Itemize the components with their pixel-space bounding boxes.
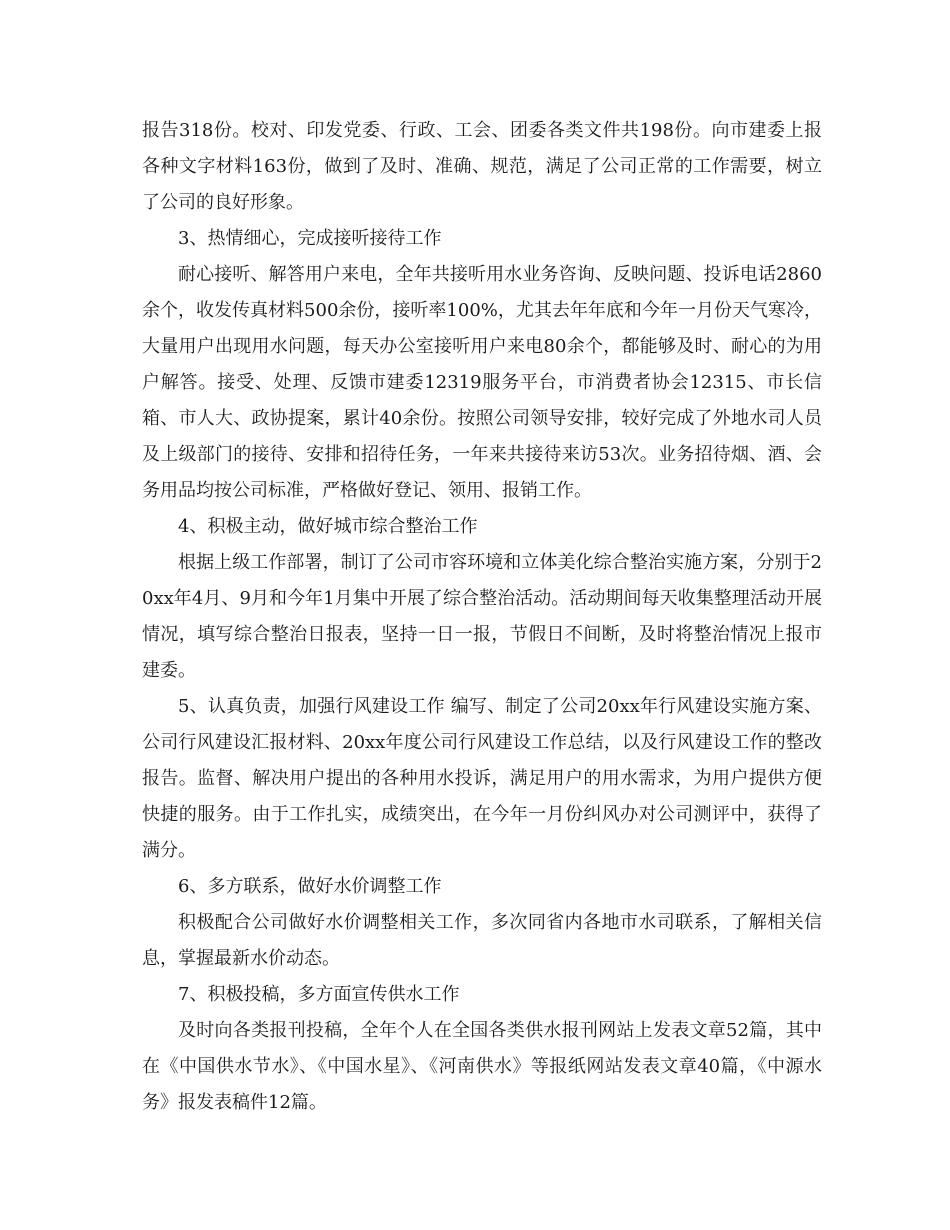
document-body <box>142 113 822 1121</box>
paragraph-water-price: 积极配合公司做好水价调整相关工作，多次同省内各地市水司联系，了解相关信息，掌握最新水价动态。 <box>142 912 822 969</box>
heading-city-rectification: 4、积极主动，做好城市综合整治工作 <box>178 516 478 537</box>
heading-water-price: 6、多方联系，做好水价调整工作 <box>178 876 442 897</box>
paragraph-reception-work: 耐心接听、解答用户来电，全年共接听用水业务咨询、反映问题、投诉电话2860余个，收发传真材料500余份，接听率100%，尤其去年年底和今年一月份天气寒冷，大量用户出现用水问题，每天办公室接听用户来电80余个，都能够及时、耐心的为用户解答。接受、处理、反馈市建委12319服务平台，市消费者协会12315、市长信箱、市人大、政协提案，累计40余份。按照公司领导安排，较好完成了外地水司人员及上级部门的接待、安排和招待任务，一年来共接待来访53次。业务招待烟、酒、会务用品均按公司标准，严格做好登记、领用、报销工作。 <box>142 264 822 501</box>
heading-reception-work: 3、热情细心，完成接听接待工作 <box>178 228 442 249</box>
paragraph-report-counts: 报告318份。校对、印发党委、行政、工会、团委各类文件共198份。向市建委上报各种文字材料163份，做到了及时、准确、规范，满足了公司正常的工作需要，树立了公司的良好形象。 <box>142 120 822 213</box>
heading-publicity: 7、积极投稿，多方面宣传供水工作 <box>178 984 460 1005</box>
paragraph-publicity: 及时向各类报刊投稿，全年个人在全国各类供水报刊网站上发表文章52篇，其中在《中国供水节水》、《中国水星》、《河南供水》等报纸网站发表文章40篇，《中源水务》报发表稿件12篇。 <box>142 1020 822 1113</box>
paragraph-city-rectification: 根据上级工作部署，制订了公司市容环境和立体美化综合整治实施方案，分别于20xx年4月、9月和今年1月集中开展了综合整治活动。活动期间每天收集整理活动开展情况，填写综合整治日报表，坚持一日一报，节假日不间断，及时将整治情况上报市建委。 <box>142 552 822 681</box>
paragraph-conduct-building: 5、认真负责，加强行风建设工作 编写、制定了公司20xx年行风建设实施方案、公司行风建设汇报材料、20xx年度公司行风建设工作总结，以及行风建设工作的整改报告。监督、解决用户提出的各种用水投诉，满足用户的用水需求，为用户提供方便快捷的服务。由于工作扎实，成绩突出，在今年一月份纠风办对公司测评中，获得了满分。 <box>142 696 822 861</box>
